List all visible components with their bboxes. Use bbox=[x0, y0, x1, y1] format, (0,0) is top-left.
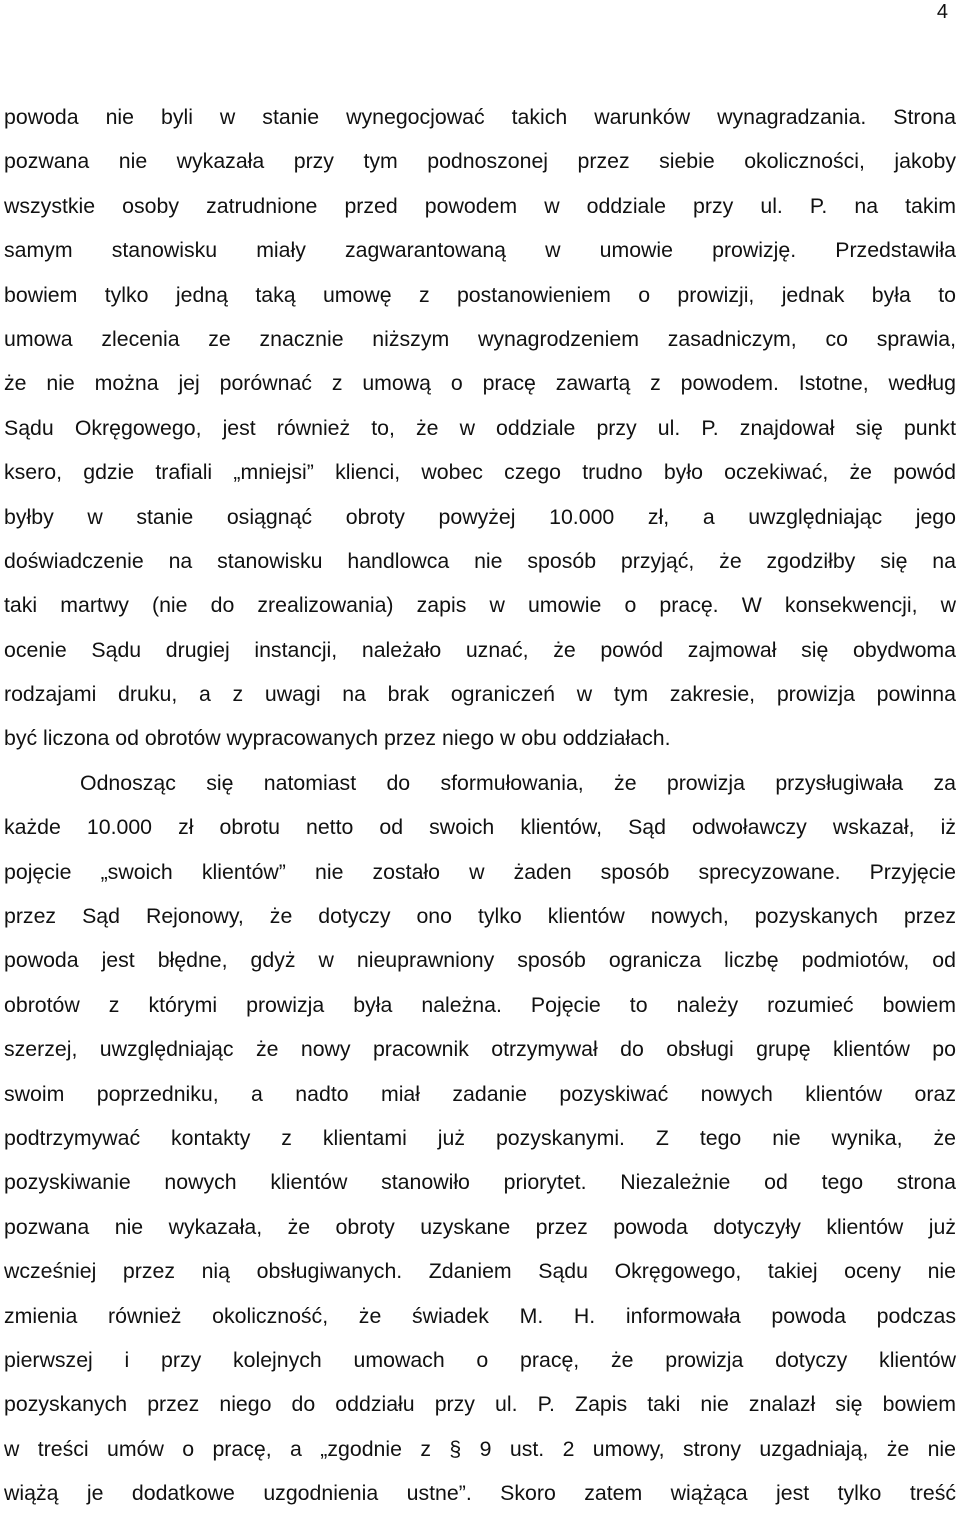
text-line: przez Sąd Rejonowy, że dotyczy ono tylko klientów nowych, pozyskanych przez bbox=[4, 904, 956, 929]
text-line: taki martwy (nie do zrealizowania) zapis w umowie o pracę. W konsekwencji, w bbox=[4, 593, 956, 618]
text-line: wcześniej przez nią obsługiwanych. Zdaniem Sądu Okręgowego, takiej oceny nie bbox=[4, 1259, 956, 1284]
text-line: pozyskiwanie nowych klientów stanowiło priorytet. Niezależnie od tego strona bbox=[4, 1170, 956, 1195]
text-line: obrotów z którymi prowizja była należna. Pojęcie to należy rozumieć bowiem bbox=[4, 992, 956, 1017]
text-line: pozwana nie wykazała przy tym podnoszonej przez siebie okoliczności, jakoby bbox=[4, 149, 956, 174]
text-line: powoda nie byli w stanie wynegocjować takich warunków wynagradzania. Strona bbox=[4, 105, 956, 129]
text-line: być liczona od obrotów wypracowanych przez niego w obu oddziałach. bbox=[4, 726, 671, 751]
text-line: ksero, gdzie trafiali „mniejsi” klienci, wobec czego trudno było oczekiwać, że powód bbox=[4, 460, 956, 485]
text-line: byłby w stanie osiągnąć obroty powyżej 10.000 zł, a uwzględniając jego bbox=[4, 504, 956, 529]
text-line: w treści umów o pracę, a „zgodnie z § 9 ust. 2 umowy, strony uzgadniają, że nie bbox=[4, 1436, 956, 1461]
text-line: zmienia również okoliczność, że świadek M. H. informowała powoda podczas bbox=[4, 1303, 956, 1328]
text-line: Odnosząc się natomiast do sformułowania, że prowizja przysługiwała za bbox=[80, 770, 956, 795]
text-line: umowa zlecenia ze znacznie niższym wynagrodzeniem zasadniczym, co sprawia, bbox=[4, 326, 956, 351]
text-line: powoda jest błędne, gdyż w nieuprawniony sposób ogranicza liczbę podmiotów, od bbox=[4, 948, 956, 973]
text-line: pojęcie „swoich klientów” nie zostało w żaden sposób sprecyzowane. Przyjęcie bbox=[4, 859, 956, 884]
page-number: 4 bbox=[936, 1, 948, 23]
text-line: pozwana nie wykazała, że obroty uzyskane przez powoda dotyczyły klientów już bbox=[4, 1214, 956, 1239]
text-line: szerzej, uwzględniając że nowy pracownik otrzymywał do obsługi grupę klientów po bbox=[4, 1037, 956, 1062]
text-line: ocenie Sądu drugiej instancji, należało uznać, że powód zajmował się obydwoma bbox=[4, 637, 956, 662]
text-line: podtrzymywać kontakty z klientami już pozyskanymi. Z tego nie wynika, że bbox=[4, 1125, 956, 1150]
text-line: wiążą je dodatkowe uzgodnienia ustne”. Skoro zatem wiążąca jest tylko treść bbox=[4, 1481, 956, 1506]
text-line: rodzajami druku, a z uwagi na brak ograniczeń w tym zakresie, prowizja powinna bbox=[4, 682, 956, 707]
text-line: pozyskanych przez niego do oddziału przy ul. P. Zapis taki nie znalazł się bowiem bbox=[4, 1392, 956, 1417]
text-line: doświadczenie na stanowisku handlowca nie sposób przyjąć, że zgodziłby się na bbox=[4, 548, 956, 573]
text-line: że nie można jej porównać z umową o pracę zawartą z powodem. Istotne, według bbox=[4, 371, 956, 396]
text-line: wszystkie osoby zatrudnione przed powodem w oddziale przy ul. P. na takim bbox=[4, 193, 956, 218]
paragraph-2 bbox=[4, 761, 956, 1516]
text-line: każde 10.000 zł obrotu netto od swoich klientów, Sąd odwoławczy wskazał, iż bbox=[4, 815, 956, 840]
text-line: samym stanowisku miały zagwarantowaną w umowie prowizję. Przedstawiła bbox=[4, 238, 956, 263]
text-line: Sądu Okręgowego, jest również to, że w oddziale przy ul. P. znajdował się punkt bbox=[4, 415, 956, 440]
paragraph-1 bbox=[4, 95, 956, 761]
text-line: pierwszej i przy kolejnych umowach o pracę, że prowizja dotyczy klientów bbox=[4, 1347, 956, 1372]
document-body bbox=[4, 95, 956, 1516]
text-line: bowiem tylko jedną taką umowę z postanowieniem o prowizji, jednak była to bbox=[4, 282, 956, 307]
text-line: swoim poprzedniku, a nadto miał zadanie pozyskiwać nowych klientów oraz bbox=[4, 1081, 956, 1106]
